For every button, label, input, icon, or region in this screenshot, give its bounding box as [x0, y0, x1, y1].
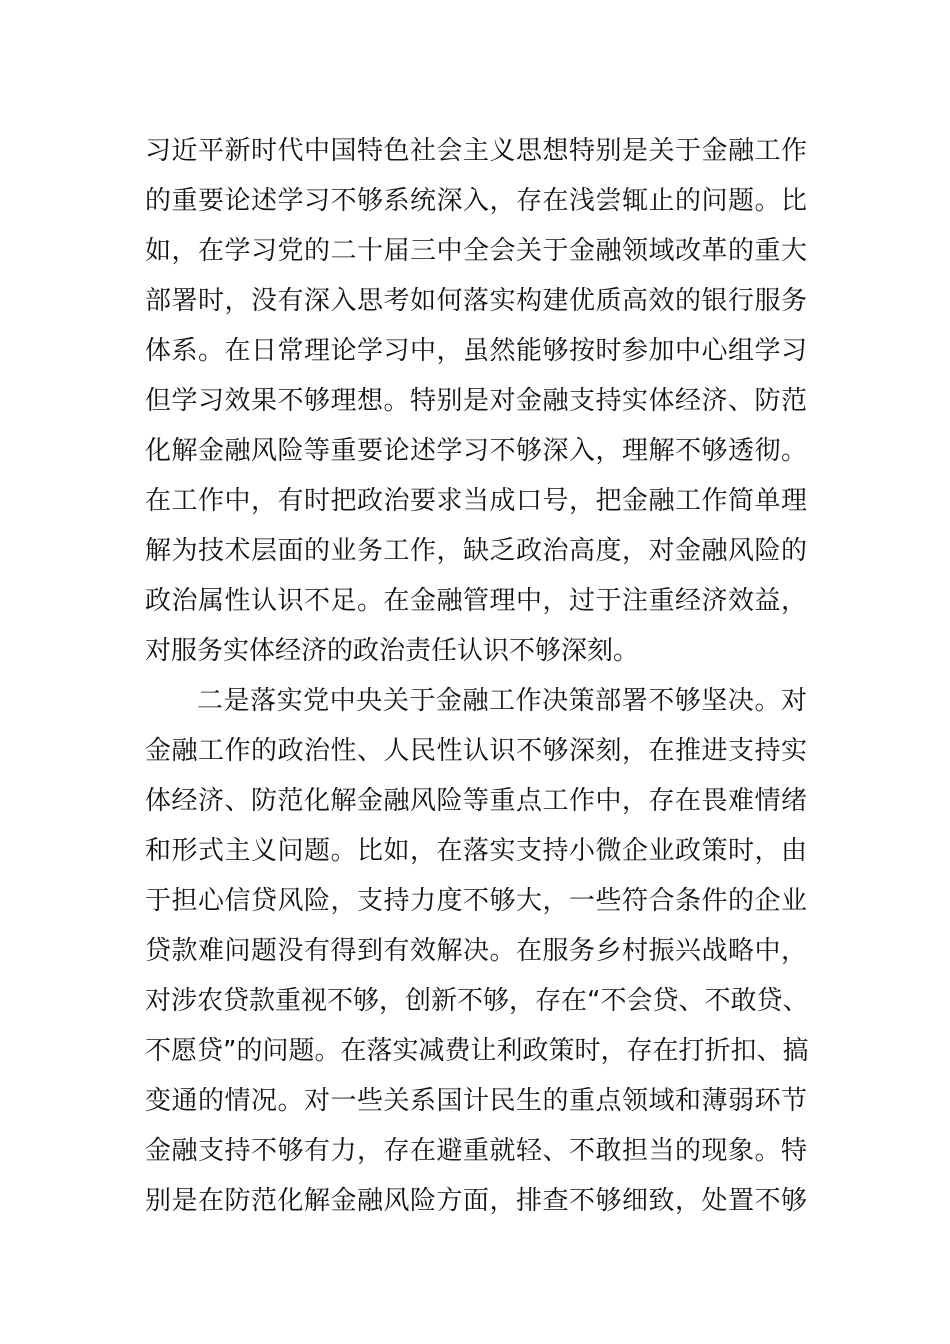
paragraph-first-line: 二是落实党中央关于金融工作决策部署不够坚决。对 — [197, 686, 807, 716]
text-line: 别是在防范化解金融风险方面，排查不够细致，处置不够 — [145, 1186, 807, 1216]
text-line: 不愿贷”的问题。在落实减费让利政策时，存在打折扣、搞 — [145, 1036, 809, 1066]
text-line: 在工作中，有时把政治要求当成口号，把金融工作简单理 — [145, 486, 807, 516]
text-line: 变通的情况。对一些关系国计民生的重点领域和薄弱环节 — [145, 1086, 807, 1116]
text-line: 金融工作的政治性、人民性认识不够深刻，在推进支持实 — [145, 736, 807, 766]
text-line: 部署时，没有深入思考如何落实构建优质高效的银行服务 — [145, 286, 807, 316]
text-line: 如，在学习党的二十届三中全会关于金融领域改革的重大 — [145, 236, 807, 266]
text-line: 体系。在日常理论学习中，虽然能够按时参加中心组学习 — [145, 336, 807, 366]
text-line: 于担心信贷风险，支持力度不够大，一些符合条件的企业 — [145, 886, 807, 916]
text-line: 化解金融风险等重要论述学习不够深入，理解不够透彻。 — [145, 436, 807, 466]
text-line: 但学习效果不够理想。特别是对金融支持实体经济、防范 — [145, 386, 807, 416]
text-line: 对涉农贷款重视不够，创新不够，存在“不会贷、不敢贷、 — [145, 986, 809, 1016]
text-line: 和形式主义问题。比如，在落实支持小微企业政策时，由 — [145, 836, 807, 866]
text-line: 金融支持不够有力，存在避重就轻、不敢担当的现象。特 — [145, 1136, 807, 1166]
text-line: 习近平新时代中国特色社会主义思想特别是关于金融工作 — [145, 136, 807, 166]
text-line: 体经济、防范化解金融风险等重点工作中，存在畏难情绪 — [145, 786, 807, 816]
text-line: 贷款难问题没有得到有效解决。在服务乡村振兴战略中， — [145, 936, 807, 966]
text-line: 解为技术层面的业务工作，缺乏政治高度，对金融风险的 — [145, 536, 807, 566]
body-text — [145, 126, 807, 1226]
text-line: 政治属性认识不足。在金融管理中，过于注重经济效益， — [145, 586, 807, 616]
text-line: 的重要论述学习不够系统深入，存在浅尝辄止的问题。比 — [145, 186, 807, 216]
paragraph-last-line: 对服务实体经济的政治责任认识不够深刻。 — [145, 636, 640, 666]
